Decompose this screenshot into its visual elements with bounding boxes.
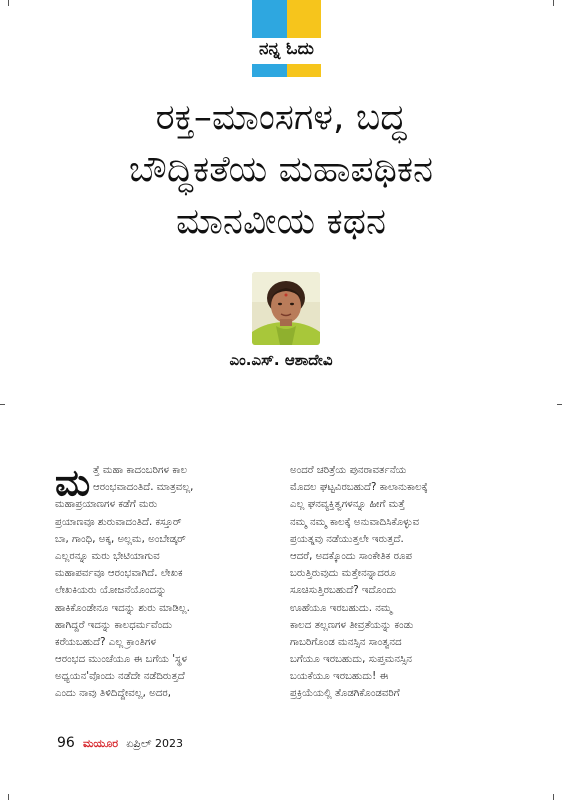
body-line: ಊಹೆಯೂ ಇರಬಹುದು. ನಮ್ಮ [290, 602, 392, 614]
page-number: 96 [57, 735, 75, 751]
body-line: ಹಾಕಿಕೊಂಡೇನೂ ಇದನ್ನು ಶುರು ಮಾಡಿಲ್ಲ. [55, 602, 190, 614]
crop-mark-right-mid [557, 404, 562, 405]
body-line: ಬಗೆಯೂ ಇರಬಹುದು, ಸುಪ್ತಮನಸ್ಸಿನ [290, 654, 413, 666]
body-line: ಅಂದರೆ ಚರಿತ್ರೆಯ ಪುನರಾವರ್ತನೆಯ [290, 465, 407, 476]
body-line: ಬರುತ್ತಿರುವುದು ಮತ್ತೇನನ್ನಾದರೂ [290, 568, 396, 580]
author-photo [252, 272, 320, 345]
body-line: ಗಾಬರಿಗೊಂಡ ಮನಸ್ಸಿನ ಸಾಂತ್ವನದ [290, 636, 402, 648]
body-line: ಹಾಗಿದ್ದರೆ ಇದನ್ನು ಕಾಲಧರ್ಮವೆಂದು [55, 619, 173, 631]
body-line: ಪ್ರಯಾಣವೂ ಶುರುವಾದಂತಿದೆ. ಕಸ್ತೂರ್ [55, 516, 182, 528]
body-line: ಸೂಚಿಸುತ್ತಿರಬಹುದೆ? ಇದೊಂದು [290, 585, 397, 597]
article-column-1 [55, 462, 277, 703]
crop-mark-bottom-right [553, 794, 554, 800]
drop-cap: ಮ [55, 461, 91, 504]
body-line: ಪ್ರಕ್ರಿಯೆಯಲ್ಲಿ ತೊಡಗಿಕೊಂಡವರಿಗೆ [290, 688, 400, 700]
headline-line-3: ಮಾನವೀಯ ಕಥನ [175, 201, 387, 242]
section-label: ನನ್ನ ಓದು [259, 39, 314, 59]
logo-yellow-block [287, 0, 321, 38]
crop-mark-top-left [8, 0, 9, 6]
headline-line-2: ಬೌದ್ಧಿಕತೆಯ ಮಹಾಪಥಿಕನ [128, 149, 434, 190]
body-line: ಮಹಾಪರ್ವವೂ ಆರಂಭವಾಗಿದೆ. ಲೇಖಕ [55, 568, 183, 580]
body-line: ಆರಂಭದ ಮುಂಚೆಯೂ ಈ ಬಗೆಯ 'ಸ್ಥಳ [55, 654, 188, 666]
body-line: ಲೇಖಕಿಯರು ಯೋಜನೆಯೊಂದನ್ನು [55, 585, 167, 597]
body-line: ಅಧ್ಯಯನ'ವೊಂದು ನಡೆದೇ ನಡೆದಿರುತ್ತದೆ [55, 671, 185, 683]
body-line: ಬಾ, ಗಾಂಧಿ, ಅಕ್ಕ, ಅಲ್ಲಮ, ಅಂಬೇಡ್ಕರ್ [55, 533, 186, 545]
article-headline [60, 92, 502, 248]
body-line: ಆರಂಭವಾದಂತಿದೆ. ಮಾತ್ರವಲ್ಲ, [93, 482, 194, 494]
body-line: ಪ್ರಯತ್ನವು ನಡೆಯುತ್ತಲೇ ಇರುತ್ತದೆ. [290, 533, 404, 545]
crop-mark-left-mid [0, 404, 5, 405]
body-line: ಎಲ್ಲರನ್ನೂ ಮರು ಭೇಟಿಯಾಗುವ [55, 550, 160, 562]
page-footer [57, 735, 183, 751]
body-line: ಎಲ್ಲ ಘನವ್ಯಕ್ತಿತ್ವಗಳನ್ನೂ ಹೀಗೆ ಮತ್ತೆ [290, 499, 405, 511]
magazine-logo: ಮಯೂರ [82, 737, 119, 750]
logo-bottom-bar [252, 64, 321, 77]
body-line: ಕರೆಯಬಹುದೆ? ಎಲ್ಲ ಕ್ರಾಂತಿಗಳ [55, 636, 156, 648]
headline-line-1: ರಕ್ತ–ಮಾಂಸಗಳ, ಬದ್ಧ [155, 97, 407, 138]
author-name: ಎಂ.ಎಸ್‌. ಆಶಾದೇವಿ [229, 351, 333, 369]
issue-date: ಏಪ್ರಿಲ್ 2023 [126, 737, 184, 750]
article-column-2 [290, 462, 512, 703]
crop-mark-bottom-left [8, 794, 9, 800]
body-line: ತ್ತೆ ಮಹಾ ಕಾದಂಬರಿಗಳ ಕಾಲ [93, 465, 188, 476]
crop-mark-top-right [553, 0, 554, 6]
body-line: ಮೊದಲ ಘಟ್ಟವಿರಬಹುದೆ? ಕಾಲಾನುಕಾಲಕ್ಕೆ [290, 482, 428, 494]
body-line: ಬಯಕೆಯೂ ಇರಬಹುದು! ಈ [290, 671, 389, 683]
body-line: ಎಂದು ನಾವು ತಿಳಿದಿದ್ದೇವಲ್ಲ, ಅದರ, [55, 688, 172, 700]
section-logo [252, 0, 321, 77]
body-line: ನಮ್ಮ ನಮ್ಮ ಕಾಲಕ್ಕೆ ಅನುವಾದಿಸಿಕೊಳ್ಳುವ [290, 516, 420, 528]
body-line: ಆದರೆ, ಅದಕ್ಕೊಂದು ಸಾಂಕೇತಿಕ ರೂಪ [290, 550, 412, 562]
body-line: ಕಾಲದ ತಲ್ಲಣಗಳ ತೀವ್ರತೆಯನ್ನು ಕಂಡು [290, 619, 414, 631]
logo-blue-block [252, 0, 287, 38]
body-line: ಮಹಾಪ್ರಯಾಣಗಳ ಕಡೆಗೆ ಮರು [55, 499, 158, 511]
